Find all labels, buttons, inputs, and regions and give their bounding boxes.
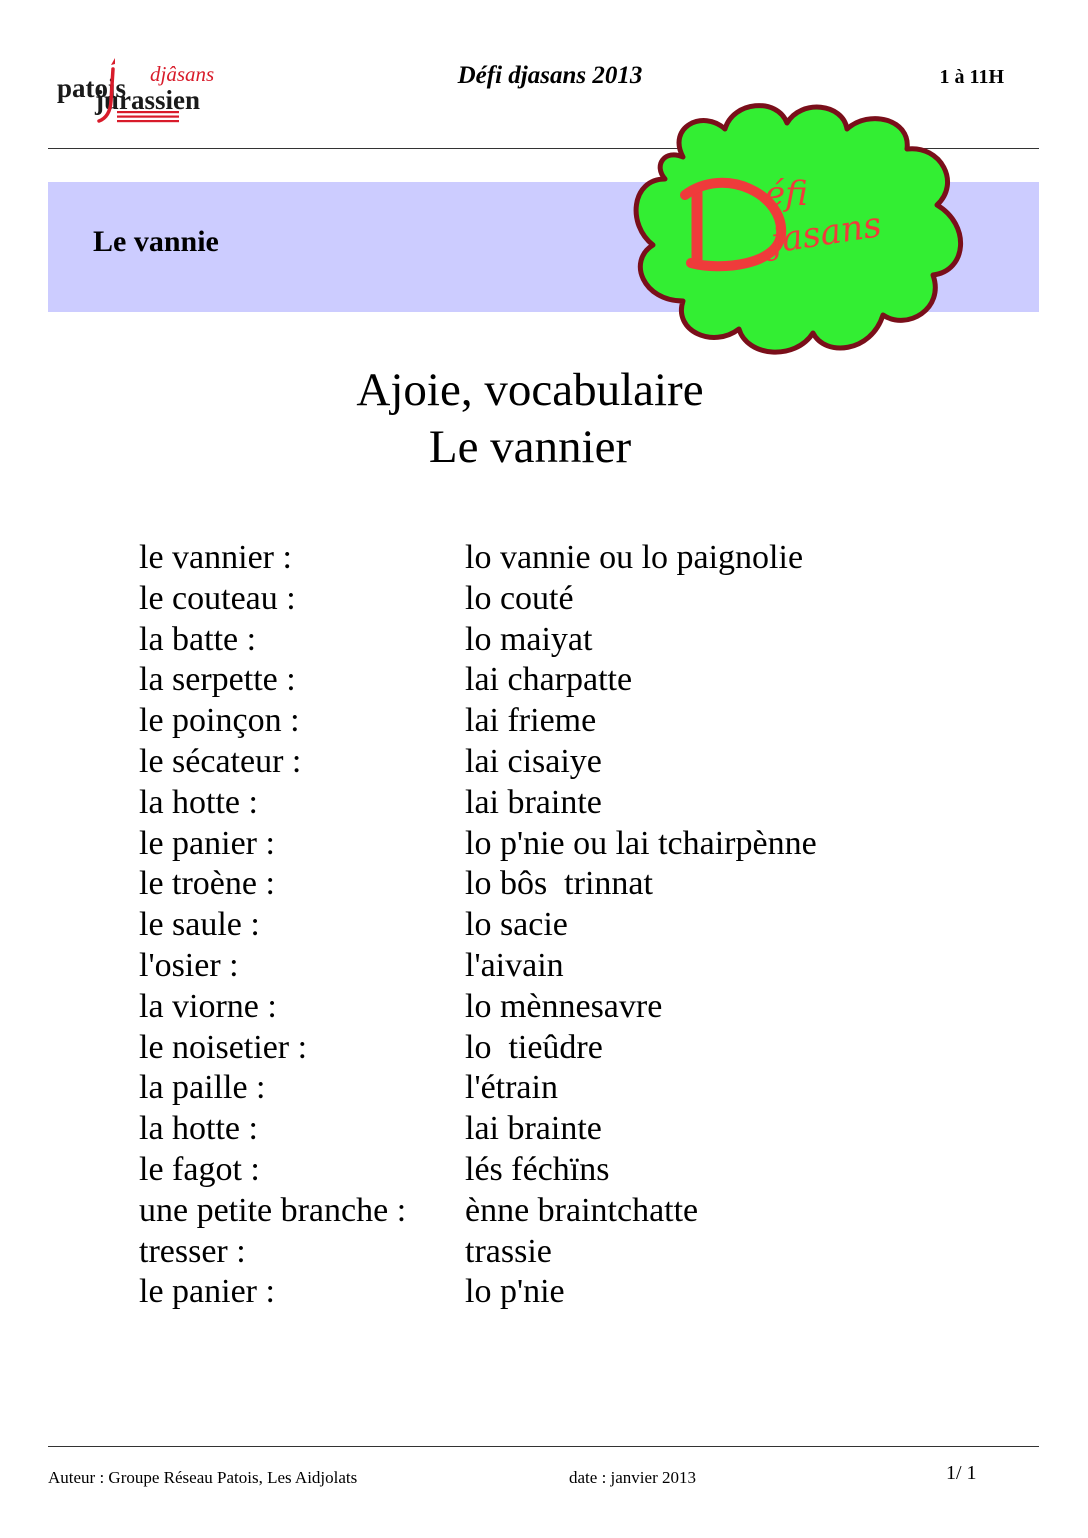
vocab-french: la hotte : — [139, 1110, 258, 1148]
main-title — [0, 362, 1088, 476]
vocab-french: l'osier : — [139, 946, 239, 984]
vocab-patois: lo p'nie ou lai tchairpènne — [465, 824, 817, 862]
vocab-patois: lai brainte — [465, 1110, 602, 1148]
vocab-french: une petite branche : — [139, 1191, 407, 1229]
vocab-french: le saule : — [139, 906, 260, 944]
logo-word-patois: patois — [57, 73, 127, 103]
badge-word-efi: éfi — [765, 174, 808, 214]
vocab-row — [139, 701, 989, 742]
vocab-french: le panier : — [139, 1273, 275, 1311]
vocab-row — [139, 538, 989, 579]
vocab-french: la serpette : — [139, 661, 296, 699]
vocab-patois: lai charpatte — [465, 661, 633, 699]
vocab-patois: lo maiyat — [465, 620, 593, 658]
defi-djasans-badge — [625, 95, 975, 360]
vocab-row — [139, 1150, 989, 1191]
vocab-row — [139, 1191, 989, 1232]
vocab-french: le poinçon : — [139, 702, 300, 740]
vocab-row — [139, 1068, 989, 1109]
vocab-french: la paille : — [139, 1069, 266, 1107]
vocab-french: le fagot : — [139, 1150, 260, 1188]
vocab-row — [139, 1272, 989, 1313]
footer-author: Auteur : Groupe Réseau Patois, Les Aidjolats — [48, 1468, 358, 1487]
vocab-patois: trassie — [465, 1232, 552, 1270]
vocab-french: le troène : — [139, 865, 275, 903]
vocab-french: le sécateur : — [139, 742, 302, 780]
vocab-row — [139, 1232, 989, 1273]
vocab-patois: ènne braintchatte — [465, 1191, 699, 1229]
vocab-french: le couteau : — [139, 579, 296, 617]
badge-word-jasans: jasans — [768, 205, 885, 262]
vocab-row — [139, 905, 989, 946]
vocab-patois: l'étrain — [465, 1069, 558, 1107]
vocab-row — [139, 987, 989, 1028]
logo-word-djasans: djâsans — [150, 62, 215, 86]
vocab-french: la batte : — [139, 620, 257, 658]
page-number: 1/ 1 — [946, 1462, 977, 1484]
vocab-french: le noisetier : — [139, 1028, 308, 1066]
vocab-patois: lai cisaiye — [465, 742, 602, 780]
vocab-row — [139, 1109, 989, 1150]
main-title-line1: Ajoie, vocabulaire — [356, 364, 704, 416]
main-title-line2: Le vannier — [428, 421, 632, 473]
vocab-french: le vannier : — [139, 539, 292, 576]
vocab-patois: lai brainte — [465, 783, 602, 821]
banner-title: Le vannie — [93, 225, 219, 258]
vocab-patois: lés féchïns — [465, 1150, 610, 1188]
vocabulary-list — [139, 538, 989, 1313]
header-title: Défi djasans 2013 — [457, 62, 643, 89]
vocab-patois: lo p'nie — [465, 1273, 565, 1311]
vocab-french: tresser : — [139, 1232, 246, 1270]
vocab-row — [139, 783, 989, 824]
footer-divider — [48, 1446, 1039, 1447]
vocab-french: la viorne : — [139, 987, 277, 1025]
footer-date: date : janvier 2013 — [569, 1468, 696, 1487]
vocab-french: le panier : — [139, 824, 275, 862]
vocab-patois: lo vannie ou lo paignolie — [465, 539, 804, 576]
vocab-patois: lo couté — [465, 579, 574, 617]
logo-word-jurassien: jurassien — [95, 85, 201, 115]
vocab-row — [139, 660, 989, 701]
vocab-patois: l'aivain — [465, 946, 564, 984]
vocab-patois: lai frieme — [465, 702, 597, 740]
vocab-row — [139, 579, 989, 620]
vocab-row — [139, 742, 989, 783]
vocab-row — [139, 864, 989, 905]
vocab-patois: lo tieûdre — [465, 1028, 603, 1066]
vocab-patois: lo mènnesavre — [465, 987, 663, 1025]
header-code: 1 à 11H — [939, 66, 1004, 88]
vocab-row — [139, 824, 989, 865]
vocab-patois: lo sacie — [465, 906, 568, 944]
vocab-row — [139, 1028, 989, 1069]
vocab-row — [139, 946, 989, 987]
vocab-patois: lo bôs trinnat — [465, 865, 653, 903]
vocab-row — [139, 620, 989, 661]
vocab-french: la hotte : — [139, 783, 258, 821]
